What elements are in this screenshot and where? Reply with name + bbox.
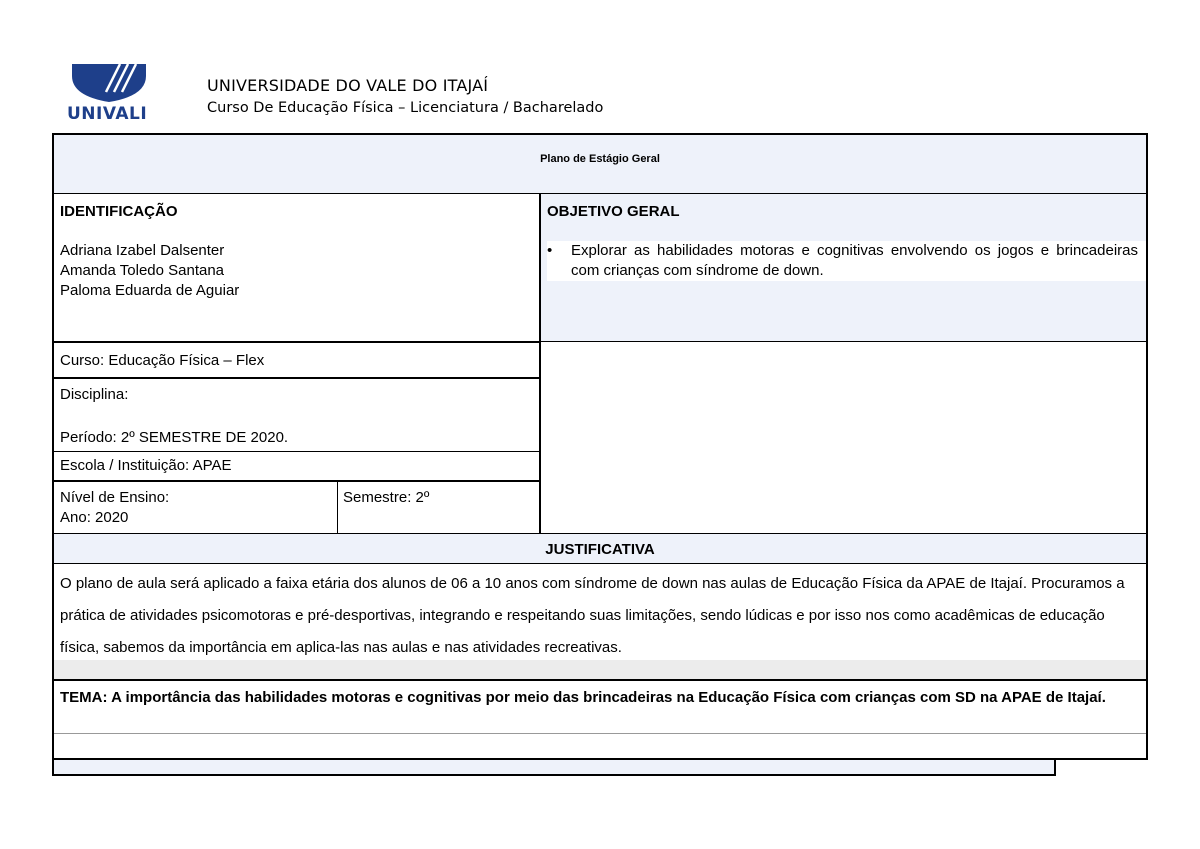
semestre-cell xyxy=(338,482,540,533)
identificacao-heading: IDENTIFICAÇÃO xyxy=(60,203,178,220)
justificativa-cell xyxy=(52,564,1148,680)
justificativa-text: O plano de aula será aplicado a faixa etária dos alunos de 06 a 10 anos com síndrome de down nas aulas de Educação Física da APAE de Itajaí. Procuramos a prática de atividades psicomotoras e pré-desportivas, integrando e respeitando suas limitações, sendo lúdicas e por isso nos como acadêmicas de educação física, sabemos da importância em aplica-las nas aulas e nas atividades recreativas. xyxy=(60,575,1125,656)
plan-title-row xyxy=(52,133,1148,194)
course-name: Curso De Educação Física – Licenciatura / Bacharelado xyxy=(207,100,604,116)
curso-text: Curso: Educação Física – Flex xyxy=(60,352,265,369)
empty-row xyxy=(52,733,1148,760)
logo-text: UNIVALI xyxy=(67,104,148,124)
identificacao-cell xyxy=(52,193,540,342)
objetivo-cell xyxy=(539,193,1148,342)
justificativa-heading: JUSTIFICATIVA xyxy=(545,541,655,558)
plan-title: Plano de Estágio Geral xyxy=(540,153,660,165)
bullet-icon: • xyxy=(547,242,553,259)
objetivo-heading: OBJETIVO GERAL xyxy=(547,203,680,220)
blank-right-area xyxy=(539,341,1148,533)
ano-text: Ano: 2020 xyxy=(60,509,129,526)
nivel-cell xyxy=(52,482,338,533)
name-item: Adriana Izabel Dalsenter xyxy=(60,242,225,259)
escola-cell xyxy=(52,452,540,482)
bottom-frame xyxy=(52,760,1056,776)
disciplina-text: Disciplina: xyxy=(60,386,129,403)
periodo-text: Período: 2º SEMESTRE DE 2020. xyxy=(60,429,289,446)
disciplina-cell xyxy=(52,379,540,452)
justificativa-header xyxy=(52,533,1148,564)
name-item: Amanda Toledo Santana xyxy=(60,262,225,279)
objetivo-text: Explorar as habilidades motoras e cognitivas envolvendo os jogos e brincadeiras com crianças com síndrome de down. xyxy=(571,242,1138,279)
university-name: UNIVERSIDADE DO VALE DO ITAJAÍ xyxy=(207,76,489,95)
univali-logo xyxy=(62,62,157,127)
curso-cell xyxy=(52,341,540,379)
tema-cell xyxy=(52,679,1148,734)
name-item: Paloma Eduarda de Aguiar xyxy=(60,282,240,299)
nivel-text: Nível de Ensino: xyxy=(60,489,170,506)
escola-text: Escola / Instituição: APAE xyxy=(60,457,232,474)
objetivo-bullet xyxy=(547,241,1146,281)
semestre-text: Semestre: 2º xyxy=(343,489,430,506)
tema-text: TEMA: A importância das habilidades motoras e cognitivas por meio das brincadeiras na Educação Física com crianças com SD na APAE de Itajaí. xyxy=(60,689,1106,706)
shaded-strip xyxy=(54,660,1146,680)
